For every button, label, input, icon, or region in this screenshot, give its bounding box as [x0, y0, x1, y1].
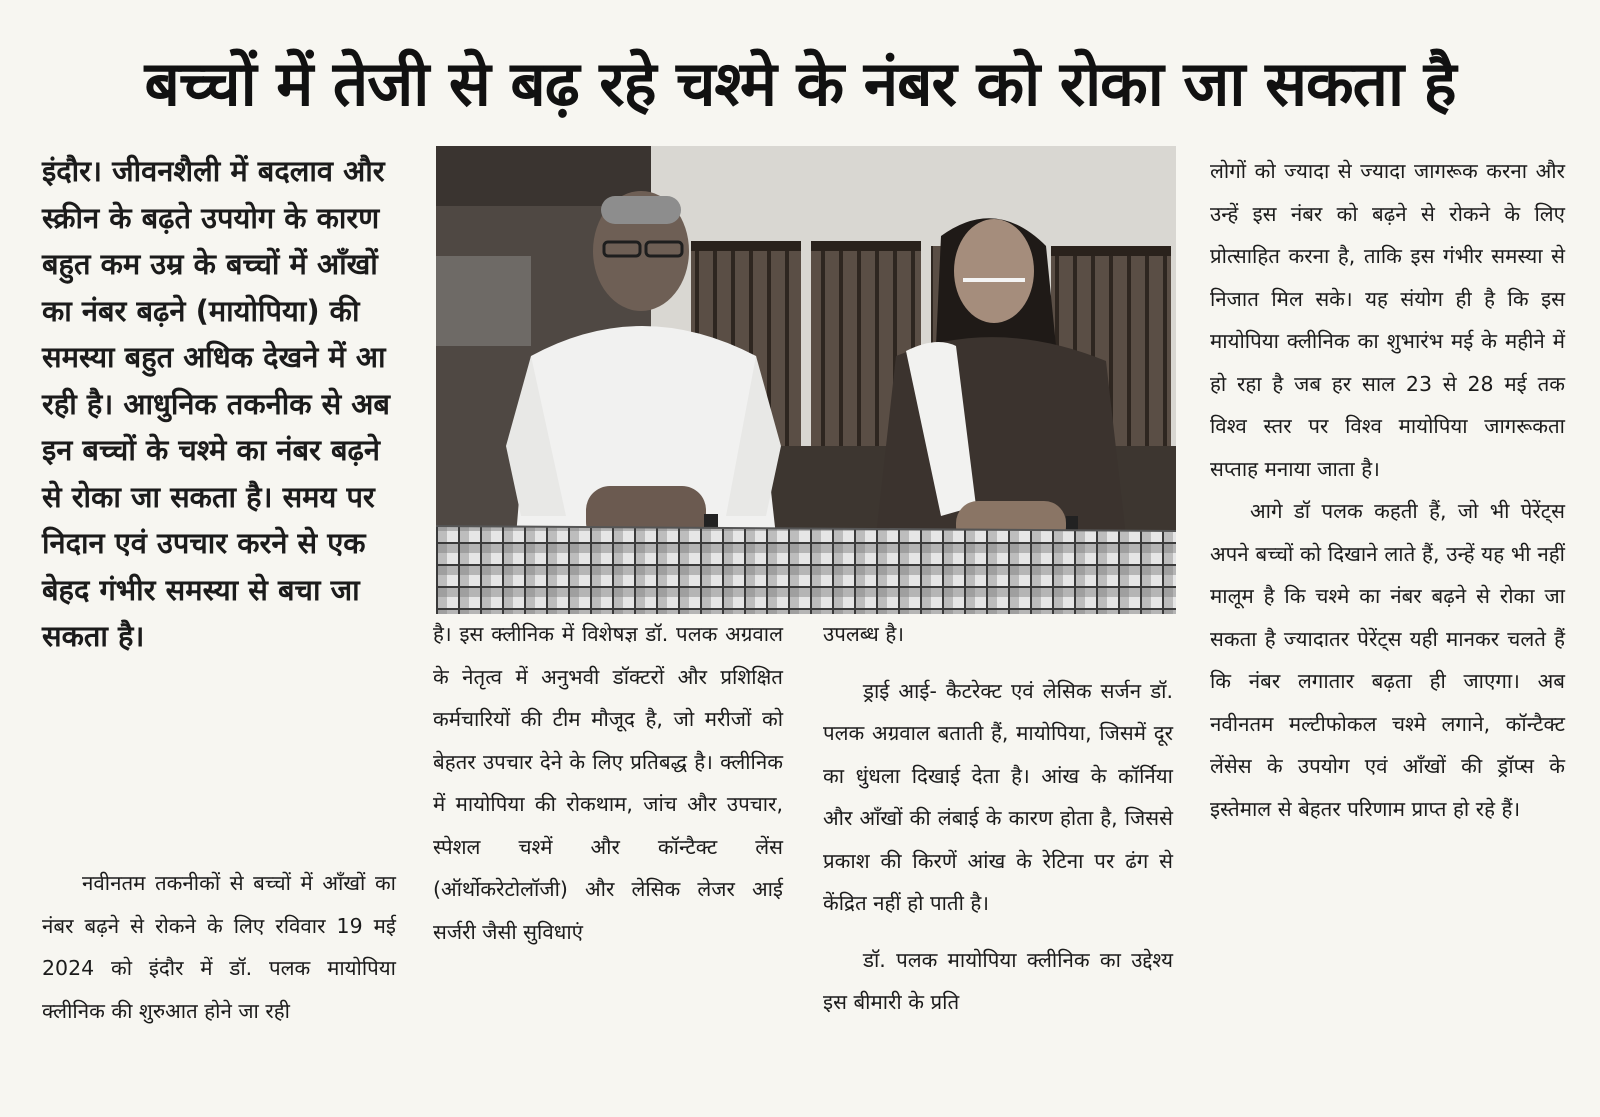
col4-paragraph-1: लोगों को ज्यादा से ज्यादा जागरूक करना और उन्हें इस नंबर को बढ़ने से रोकने के लिए प्रोत्साहित करना है, ताकि इस गंभीर समस्या से निजात मिल सके। यह संयोग ही है कि इस मायोपिया क्लीनिक का शुभारंभ मई के महीने में हो रहा है जब हर साल 23 से 28 मई तक विश्व स्तर पर विश्व मायोपिया जागरूकता सप्ताह मनाया जाता है।	[1210, 159, 1565, 481]
article-lead: इंदौर। जीवनशैली में बदलाव और स्क्रीन के बढ़ते उपयोग के कारण बहुत कम उम्र के बच्चों में आँखों का नंबर बढ़ने (मायोपिया) की समस्या बहुत अधिक देखने में आ रही है। आधुनिक तकनीक से अब इन बच्चों के चश्मे का नंबर बढ़ने से रोका जा सकता है। समय पर निदान एवं उपचार करने से एक बेहद गंभीर समस्या से बचा जा सकता है।	[42, 154, 390, 653]
column-3-body	[823, 613, 1173, 1024]
column-1-body	[42, 862, 396, 1032]
col3-paragraph-2: ड्राई आई- कैटरेक्ट एवं लेसिक सर्जन डॉ. पलक अग्रवाल बताती हैं, मायोपिया, जिसमें दूर का धुंधला दिखाई देता है। आंख के कॉर्निया और आँखों की लंबाई के कारण होता है, जिससे प्रकाश की किरणें आंख के रेटिना पर ढंग से केंद्रित नहीं हो पाती है।	[823, 678, 1173, 915]
column-4-body	[1210, 150, 1565, 830]
photo-two-people-seated-at-table	[436, 146, 1176, 614]
col3-paragraph-3: डॉ. पलक मायोपिया क्लीनिक का उद्देश्य इस बीमारी के प्रति	[823, 947, 1173, 1014]
col1-paragraph: नवीनतम तकनीकों से बच्चों में आँखों का नंबर बढ़ने से रोकने के लिए रविवार 19 मई 2024 को इंदौर में डॉ. पलक मायोपिया क्लीनिक की शुरुआत होने जा रही	[42, 871, 396, 1023]
col4-paragraph-2: आगे डॉ पलक कहती हैं, जो भी पेरेंट्स अपने बच्चों को दिखाने लाते हैं, उन्हें यह भी नहीं मालूम है कि चश्मे का नंबर बढ़ने से रोका जा सकता है ज्यादातर पेरेंट्स यही मानकर चलते हैं कि नंबर लगातार बढ़ता ही जाएगा। अब नवीनतम मल्टीफोकल चश्मे लगाने, कॉन्टैक्ट लेंसेस के उपयोग एवं आँखों की ड्रॉप्स के इस्तेमाल से बेहतर परिणाम प्राप्त हो रहे हैं।	[1210, 499, 1565, 821]
column-2-body	[433, 613, 783, 953]
col3-paragraph-1: उपलब्ध है।	[823, 622, 904, 646]
article-photo	[436, 146, 1176, 614]
col2-paragraph: है। इस क्लीनिक में विशेषज्ञ डॉ. पलक अग्रवाल के नेतृत्व में अनुभवी डॉक्टरों और प्रशिक्षित कर्मचारियों की टीम मौजूद है, जो मरीजों को बेहतर उपचार देने के लिए प्रतिबद्ध है। क्लीनिक में मायोपिया की रोकथाम, जांच और उपचार, स्पेशल चश्में और कॉन्टैक्ट लेंस (ऑर्थोकरेटोलॉजी) और लेसिक लेजर आई सर्जरी जैसी सुविधाएं	[433, 622, 783, 944]
article-headline: बच्चों में तेजी से बढ़ रहे चश्मे के नंबर को रोका जा सकता है	[144, 47, 1456, 120]
